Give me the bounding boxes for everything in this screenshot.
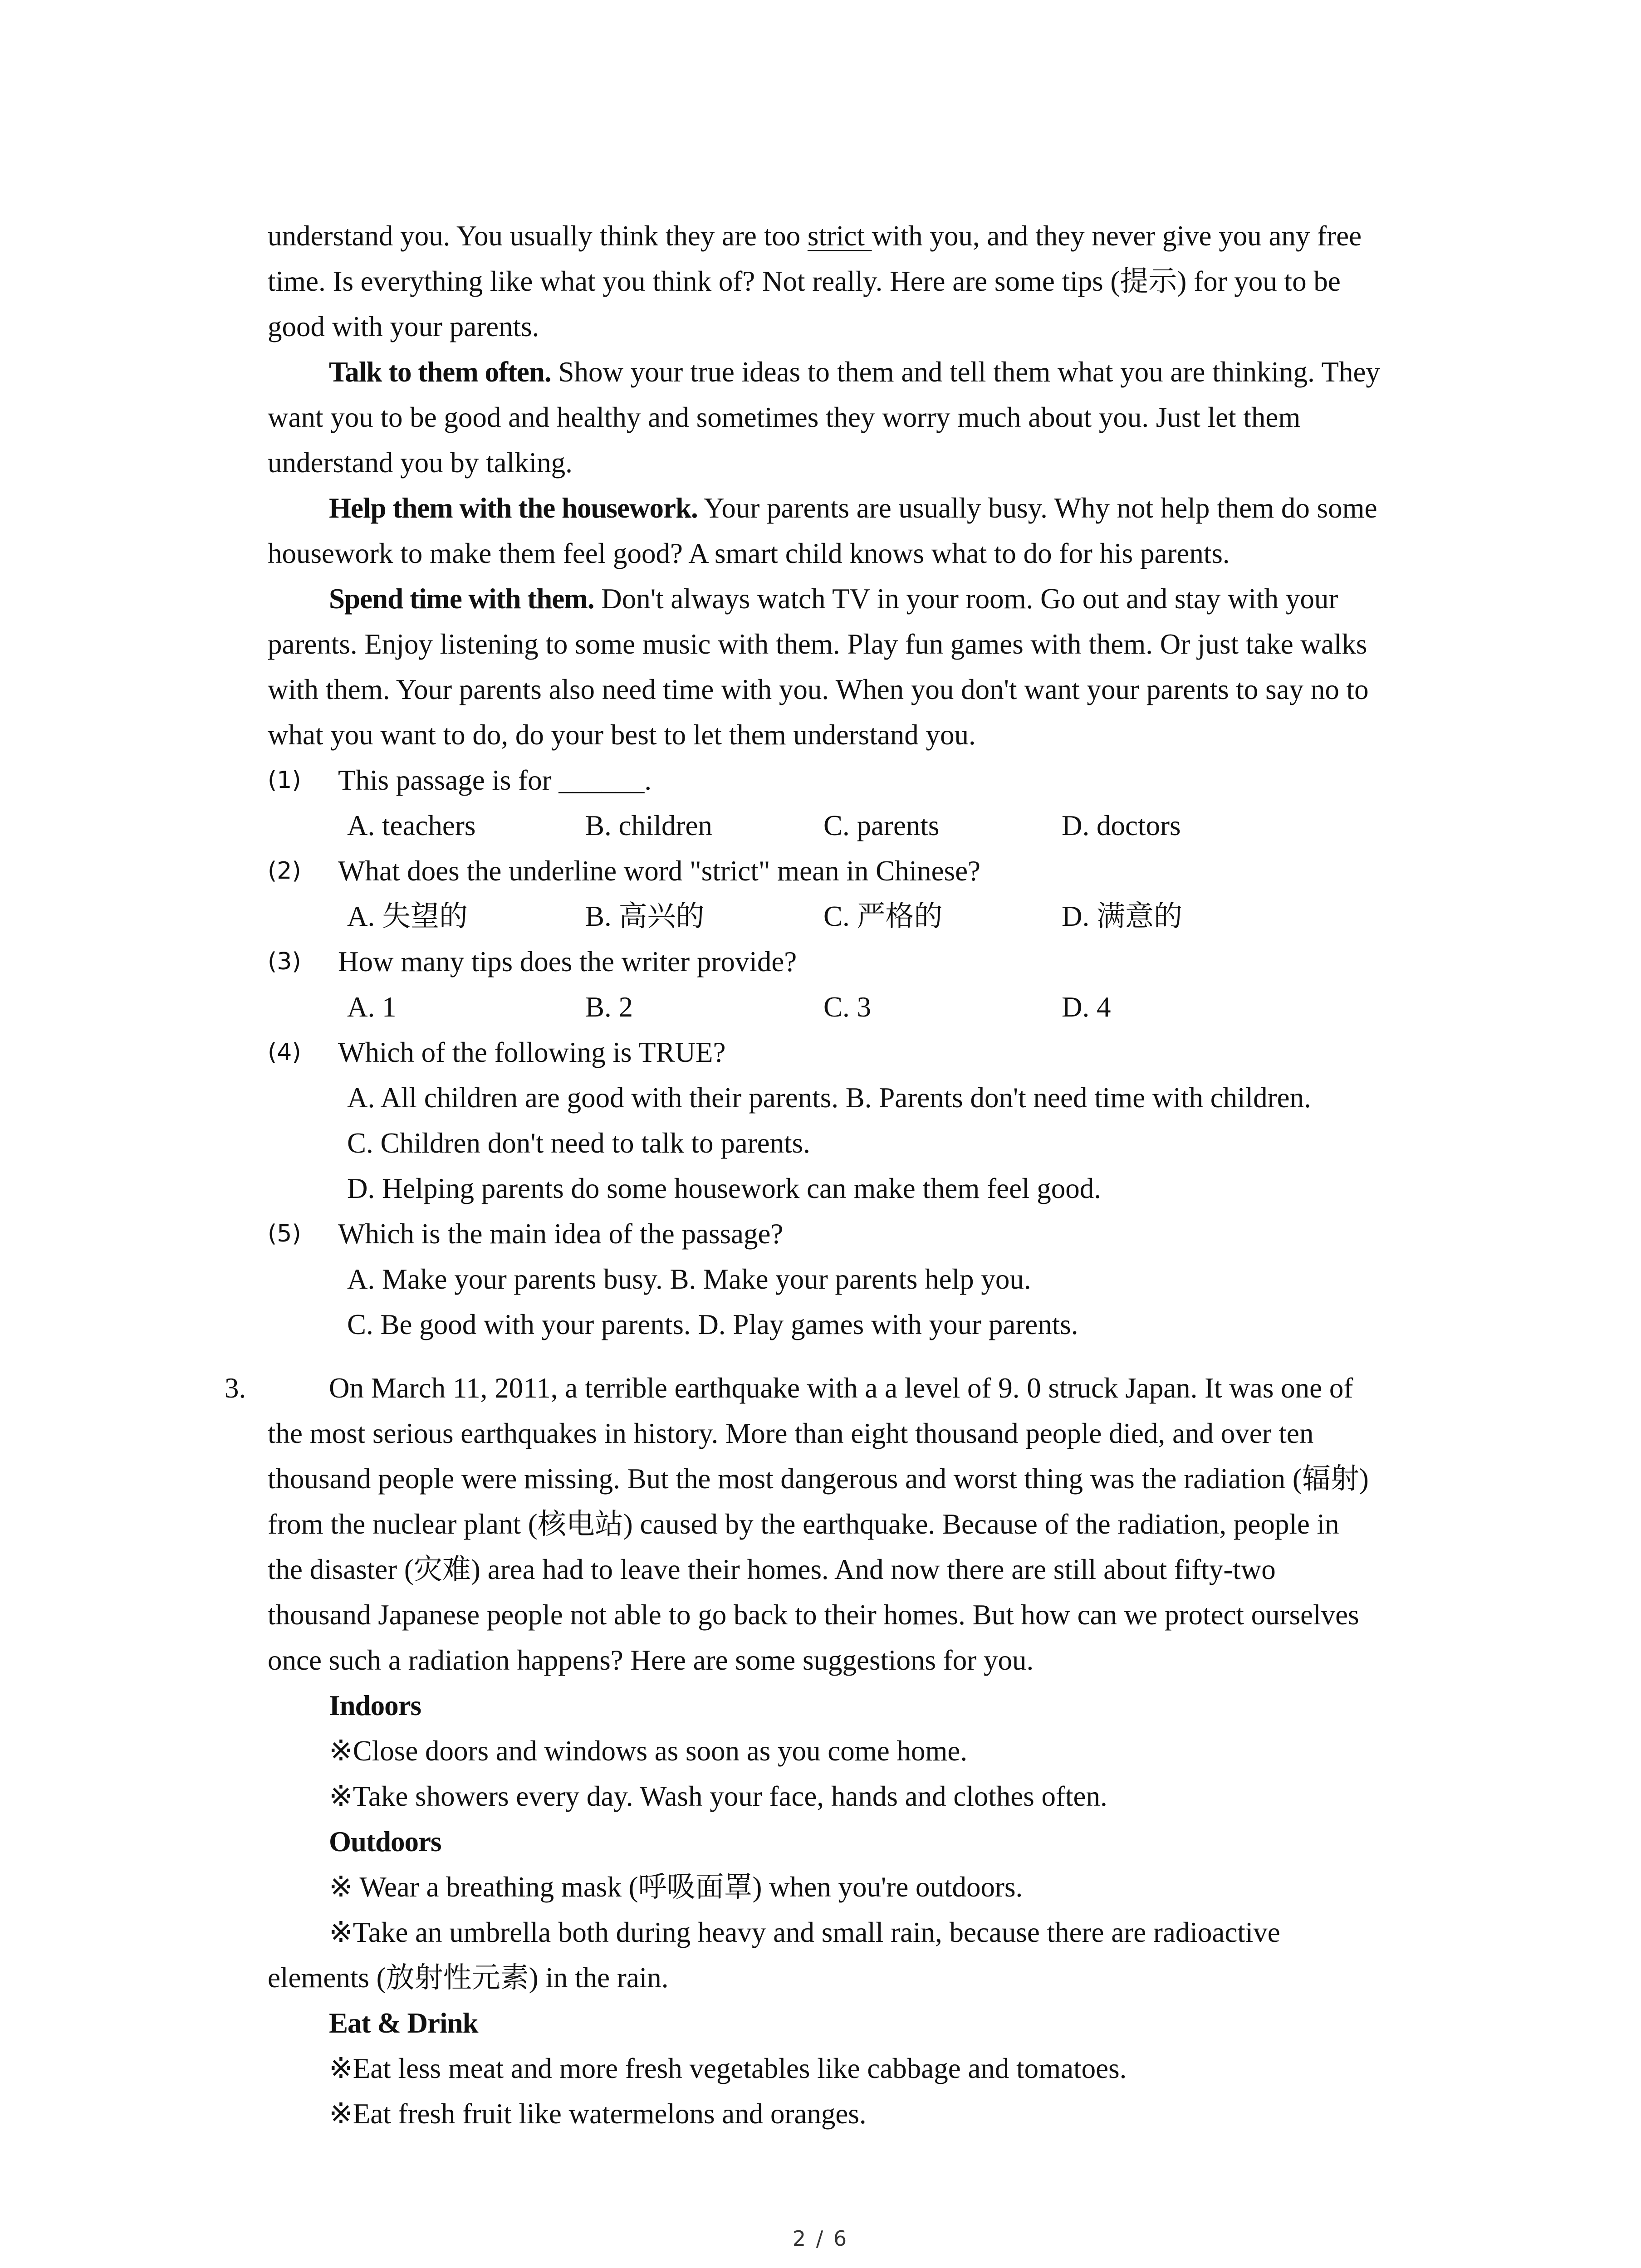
option-line: A. Make your parents busy. B. Make your parents help you. — [347, 1263, 1031, 1295]
suggestion-item: ※Take an umbrella both during heavy and small rain, because there are radioactive — [329, 1916, 1280, 1948]
question-text: Which of the following is TRUE? — [338, 1036, 726, 1068]
passage-line: the most serious earthquakes in history. More than eight thousand people died, and over ten — [268, 1418, 1314, 1449]
passage-line — [268, 213, 1493, 259]
question-text: This passage is for ______. — [338, 764, 652, 796]
suggestion-item: ※Take showers every day. Wash your face, hands and clothes often. — [329, 1780, 1107, 1812]
option-b: B. 2 — [585, 991, 633, 1023]
text-span: understand you. You usually think they are too — [268, 220, 808, 252]
section-heading-eat-drink: Eat & Drink — [329, 2007, 478, 2039]
tip-heading: Spend time with them. — [329, 583, 594, 615]
question-number: (1) — [268, 767, 301, 794]
passage-line: parents. Enjoy listening to some music with them. Play fun games with them. Or just take walks — [268, 628, 1367, 660]
suggestion-item: ※Eat fresh fruit like watermelons and oranges. — [329, 2098, 867, 2130]
option-c: C. 严格的 — [823, 900, 943, 932]
passage-line: time. Is everything like what you think of? Not really. Here are some tips (提示) for you to be — [268, 265, 1341, 297]
question-text: Which is the main idea of the passage? — [338, 1218, 784, 1250]
passage-line: thousand Japanese people not able to go back to their homes. But how can we protect ourselves — [268, 1599, 1359, 1631]
text-span: with you, and they never give you any free — [872, 220, 1362, 252]
question-number: (4) — [268, 1039, 301, 1066]
tip-heading: Talk to them often. — [329, 356, 551, 388]
option-a: A. teachers — [347, 810, 476, 841]
passage-line: good with your parents. — [268, 311, 539, 342]
section-heading-outdoors: Outdoors — [329, 1826, 441, 1857]
option-c: C. 3 — [823, 991, 872, 1023]
suggestion-item: ※Eat less meat and more fresh vegetables like cabbage and tomatoes. — [329, 2053, 1127, 2084]
option-line: C. Be good with your parents. D. Play games with your parents. — [347, 1309, 1078, 1340]
option-d: D. 4 — [1062, 991, 1111, 1023]
page-number: 2 / 6 — [792, 2226, 849, 2251]
tip-paragraph-3 — [329, 576, 1554, 621]
passage-line: understand you by talking. — [268, 447, 573, 479]
passage-line: once such a radiation happens? Here are some suggestions for you. — [268, 1644, 1034, 1676]
suggestion-item-continuation: elements (放射性元素) in the rain. — [268, 1962, 669, 1994]
section-heading-indoors: Indoors — [329, 1690, 421, 1721]
passage-line: On March 11, 2011, a terrible earthquake with a a level of 9. 0 struck Japan. It was one of — [329, 1372, 1353, 1404]
passage-line: housework to make them feel good? A smart child knows what to do for his parents. — [268, 538, 1230, 569]
option-b: B. children — [585, 810, 712, 841]
option-c: C. parents — [823, 810, 940, 841]
option-a: A. 失望的 — [347, 900, 468, 932]
tip-paragraph-2 — [329, 485, 1554, 531]
option-d: D. doctors — [1062, 810, 1181, 841]
option-line: A. All children are good with their parents. B. Parents don't need time with children. — [347, 1082, 1311, 1114]
passage-line: with them. Your parents also need time with you. When you don't want your parents to say no to — [268, 674, 1369, 705]
underlined-word-strict: strict — [807, 220, 872, 252]
option-line: C. Children don't need to talk to parents. — [347, 1127, 810, 1159]
tip-heading: Help them with the housework. — [329, 492, 698, 524]
question-text: How many tips does the writer provide? — [338, 946, 797, 978]
passage-line: the disaster (灾难) area had to leave their homes. And now there are still about fifty-two — [268, 1554, 1276, 1585]
suggestion-item: ※ Wear a breathing mask (呼吸面罩) when you're outdoors. — [329, 1871, 1023, 1903]
suggestion-item: ※Close doors and windows as soon as you come home. — [329, 1735, 968, 1767]
option-b: B. 高兴的 — [585, 900, 705, 932]
text-span: Don't always watch TV in your room. Go out and stay with your — [594, 583, 1338, 615]
question-text: What does the underline word "strict" mean in Chinese? — [338, 855, 981, 887]
option-line: D. Helping parents do some housework can make them feel good. — [347, 1173, 1102, 1204]
text-span: Your parents are usually busy. Why not help them do some — [697, 492, 1377, 524]
passage-line: what you want to do, do your best to let them understand you. — [268, 719, 976, 751]
question-number: (2) — [268, 857, 301, 885]
question-number: (3) — [268, 948, 301, 975]
passage-line: from the nuclear plant (核电站) caused by the earthquake. Because of the radiation, people in — [268, 1508, 1339, 1540]
tip-paragraph-1 — [329, 349, 1554, 395]
passage-number: 3. — [225, 1372, 246, 1404]
text-span: Show your true ideas to them and tell them what you are thinking. They — [551, 356, 1380, 388]
passage-line: thousand people were missing. But the most dangerous and worst thing was the radiation (辐射) — [268, 1463, 1369, 1495]
option-a: A. 1 — [347, 991, 397, 1023]
passage-line: want you to be good and healthy and sometimes they worry much about you. Just let them — [268, 401, 1301, 433]
question-number: (5) — [268, 1220, 301, 1247]
option-d: D. 满意的 — [1062, 900, 1182, 932]
